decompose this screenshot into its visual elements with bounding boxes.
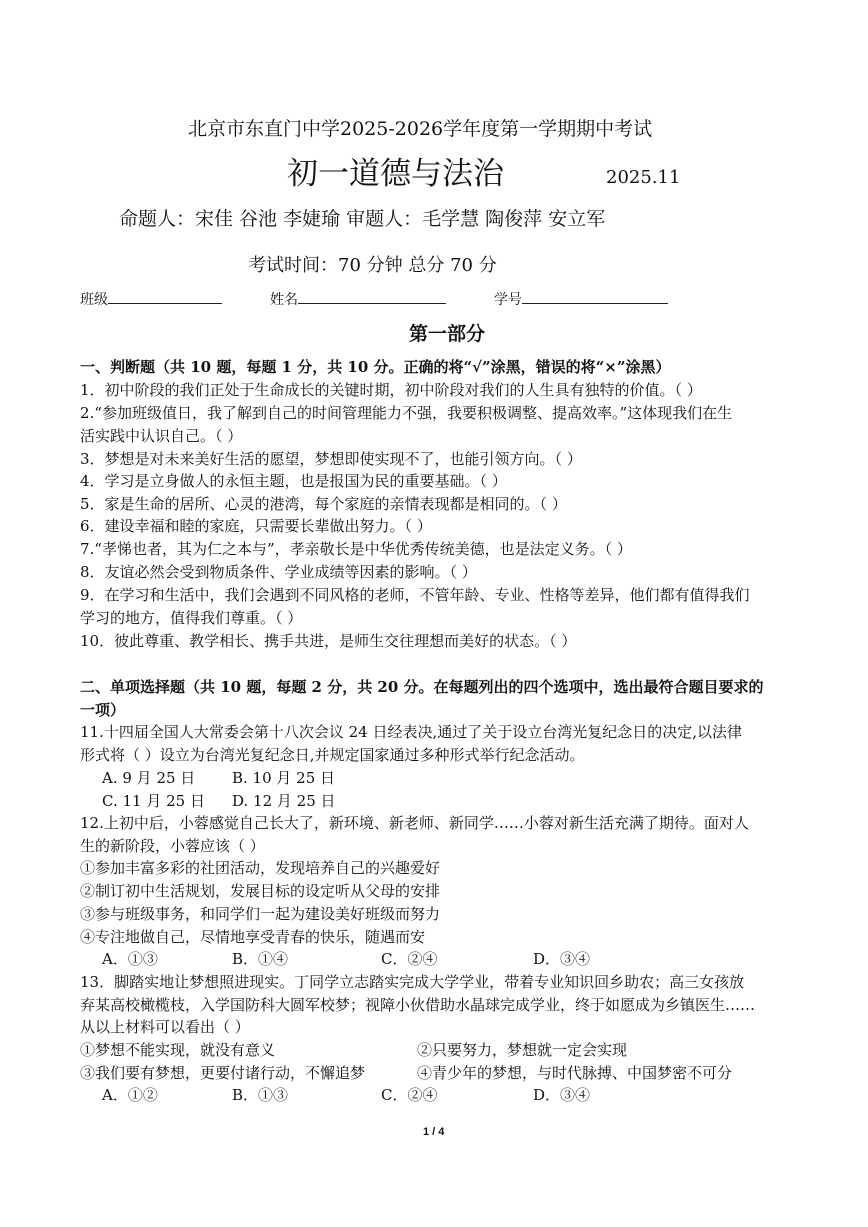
q12-option-a[interactable]: A．①③ [102, 950, 158, 968]
q11-option-b[interactable]: B. 10 月 25 日 [232, 769, 336, 787]
q13-option-c[interactable]: C．②④ [381, 1086, 438, 1104]
q11-stem-line2: 形式将（ ）设立为台湾光复纪念日,并规定国家通过多种形式举行纪念活动。 [80, 746, 585, 764]
section2-title-line2: 一项） [80, 701, 126, 719]
q11-option-a[interactable]: A. 9 月 25 日 [102, 769, 196, 787]
exam-time-score: 考试时间：70 分钟 总分 70 分 [248, 255, 497, 276]
judge-q3: 3．梦想是对未来美好生活的愿望，梦想即使实现不了，也能引领方向。（ ） [80, 450, 582, 468]
judge-q10: 10．彼此尊重、教学相长、携手共进，是师生交往理想而美好的状态。（ ） [80, 632, 577, 650]
id-label: 学号 [494, 292, 522, 308]
q11-stem-line1: 11.十四届全国人大常委会第十八次会议 24 日经表决,通过了关于设立台湾光复纪念日的决定,以法律 [80, 723, 743, 741]
q12-stem-line2: 生的新阶段，小蓉应该（ ） [80, 837, 265, 855]
q12-item-4: ④专注地做自己，尽情地享受青春的快乐，随遇而安 [80, 928, 426, 946]
school-exam-title: 北京市东直门中学2025-2026学年度第一学期期中考试 [188, 118, 653, 140]
q13-item-4: ④青少年的梦想，与时代脉搏、中国梦密不可分 [417, 1064, 733, 1082]
section2-title-line1: 二、单项选择题（共 10 题，每题 2 分，共 20 分。在每题列出的四个选项中，选出最符合题目要求的 [80, 678, 764, 696]
q12-option-d[interactable]: D．③④ [533, 950, 591, 968]
q12-stem-line1: 12.上初中后，小蓉感觉自己长大了，新环境、新老师、新同学……小蓉对新生活充满了期待。面对人 [80, 814, 749, 832]
name-label: 姓名 [270, 292, 298, 308]
q13-item-3: ③我们要有梦想，更要付诸行动，不懈追梦 [80, 1064, 366, 1082]
page-number: 1 / 4 [423, 1126, 445, 1138]
q12-option-c[interactable]: C．②④ [381, 950, 438, 968]
q11-option-d[interactable]: D. 12 月 25 日 [232, 792, 336, 810]
q12-option-b[interactable]: B．①④ [232, 950, 289, 968]
subject-title: 初一道德与法治 [287, 156, 504, 192]
judge-q4: 4．学习是立身做人的永恒主题，也是报国为民的重要基础。（ ） [80, 472, 507, 490]
student-id-field[interactable] [494, 289, 668, 311]
q12-item-3: ③参与班级事务，和同学们一起为建设美好班级而努力 [80, 905, 441, 923]
judge-q7: 7.“孝悌也者，其为仁之本与”，孝亲敬长是中华优秀传统美德，也是法定义务。（ ） [80, 540, 632, 558]
q11-option-c[interactable]: C. 11 月 25 日 [102, 792, 205, 810]
section1-title: 一、判断题（共 10 题，每题 1 分，共 10 分。正确的将“√”涂黑，错误的将“×”涂黑） [80, 358, 671, 376]
judge-q8: 8．友谊必然会受到物质条件、学业成绩等因素的影响。（ ） [80, 563, 477, 581]
class-label: 班级 [80, 292, 108, 308]
judge-q9-line2: 学习的地方，值得我们尊重。（ ） [80, 609, 303, 627]
name-field[interactable] [270, 289, 446, 311]
authors-line: 命题人：宋佳 谷池 李婕瑜 审题人：毛学慧 陶俊萍 安立军 [119, 208, 606, 230]
judge-q6: 6．建设幸福和睦的家庭，只需要长辈做出努力。（ ） [80, 517, 432, 535]
q13-stem-line1: 13．脚踏实地让梦想照进现实。丁同学立志踏实完成大学学业，带着专业知识回乡助农；高三女孩放 [80, 973, 745, 991]
q12-item-1: ①参加丰富多彩的社团活动，发现培养自己的兴趣爱好 [80, 859, 441, 877]
name-input-line[interactable] [298, 289, 446, 304]
judge-q5: 5．家是生命的居所、心灵的港湾，每个家庭的亲情表现都是相同的。（ ） [80, 495, 567, 513]
part-title: 第一部分 [409, 323, 486, 345]
q13-stem-line2: 弃某高校橄榄枝，入学国防科大圆军校梦；视障小伙借助水晶球完成学业，终于如愿成为乡镇医生…… [80, 996, 756, 1014]
class-field[interactable] [80, 289, 222, 311]
judge-q1: 1．初中阶段的我们正处于生命成长的关键时期，初中阶段对我们的人生具有独特的价值。（ ） [80, 381, 702, 399]
q12-item-2: ②制订初中生活规划，发展目标的设定听从父母的安排 [80, 882, 441, 900]
id-input-line[interactable] [522, 289, 668, 304]
exam-date: 2025.11 [606, 167, 681, 188]
class-input-line[interactable] [108, 289, 222, 304]
judge-q9-line1: 9．在学习和生活中，我们会遇到不同风格的老师，不管年龄、专业、性格等差异，他们都有值得我们 [80, 586, 750, 604]
judge-q2-line1: 2.“参加班级值日，我了解到自己的时间管理能力不强，我要积极调整、提高效率。”这体现我们在生 [80, 404, 733, 422]
q13-stem-line3: 从以上材料可以看出（ ） [80, 1018, 250, 1036]
q13-option-b[interactable]: B．①③ [232, 1086, 289, 1104]
q13-item-1: ①梦想不能实现，就没有意义 [80, 1041, 276, 1059]
q13-item-2: ②只要努力，梦想就一定会实现 [417, 1041, 628, 1059]
judge-q2-line2: 活实践中认识自己。（ ） [80, 427, 243, 445]
q13-option-a[interactable]: A．①② [102, 1086, 158, 1104]
q13-option-d[interactable]: D．③④ [533, 1086, 591, 1104]
